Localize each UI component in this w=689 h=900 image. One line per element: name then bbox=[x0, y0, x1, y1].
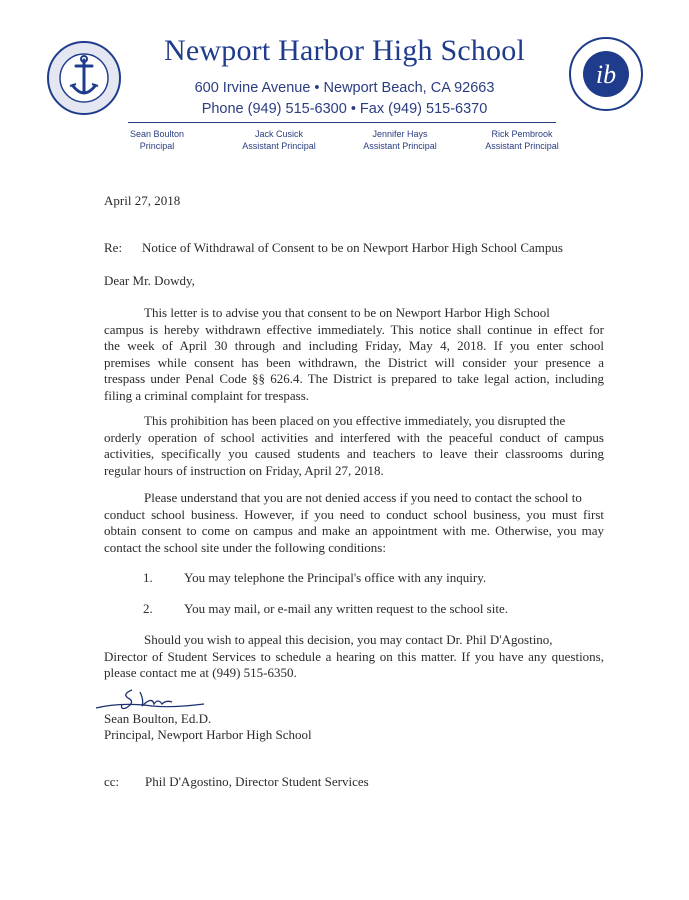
para-line: This prohibition has been placed on you effective immediately, you disrupted the bbox=[144, 413, 566, 428]
school-phone-fax: Phone (949) 515-6300 • Fax (949) 515-6370 bbox=[201, 101, 488, 117]
para-line: filing a criminal complaint for trespass. bbox=[104, 387, 310, 403]
para-line: the week of April 30 through and including Friday, May 4, 2018. If you enter school bbox=[104, 338, 604, 353]
cc-label: cc: bbox=[104, 774, 120, 789]
staff-title: Assistant Principal bbox=[485, 141, 559, 151]
list-number: 1. bbox=[143, 570, 153, 585]
para-line: This letter is to advise you that consent to be on Newport Harbor High School bbox=[144, 305, 550, 320]
cc-recipient: Phil D'Agostino, Director Student Services bbox=[145, 774, 369, 789]
re-label: Re: bbox=[104, 240, 123, 255]
para-line: orderly operation of school activities and interfered with the peaceful conduct of campus bbox=[104, 429, 604, 445]
paragraph-3 bbox=[104, 490, 604, 556]
paragraph-4 bbox=[104, 632, 604, 682]
para-line: conduct school business. However, if you need to conduct school business, you must first bbox=[104, 506, 604, 522]
para-line: please contact me at (949) 515-6350. bbox=[104, 665, 297, 680]
list-number: 2. bbox=[143, 601, 153, 616]
list-item-text: You may telephone the Principal's office with any inquiry. bbox=[184, 570, 487, 585]
staff-title: Principal bbox=[139, 141, 175, 151]
para-line: contact the school site under the following conditions: bbox=[104, 539, 386, 555]
para-line: premises while consent has been withdrawn, the District will consider your presence a bbox=[104, 354, 604, 370]
staff-entry bbox=[224, 128, 334, 152]
staff-entry bbox=[102, 128, 212, 152]
para-line: campus is hereby withdrawn effective immediately. This notice shall continue in effect for bbox=[104, 321, 604, 337]
letterhead-rule bbox=[128, 122, 556, 123]
svg-text:ib: ib bbox=[595, 60, 617, 89]
paragraph-2 bbox=[104, 413, 604, 479]
para-line: Please understand that you are not denied access if you need to contact the school to bbox=[144, 490, 582, 505]
staff-name: Rick Pembrook bbox=[491, 129, 553, 139]
para-line: regular hours of instruction on Friday, April 27, 2018. bbox=[104, 462, 384, 478]
school-address: 600 Irvine Avenue • Newport Beach, CA 92663 bbox=[194, 80, 495, 96]
staff-name: Jack Cusick bbox=[254, 129, 303, 139]
staff-title: Assistant Principal bbox=[363, 141, 437, 151]
para-line: obtain consent to come on campus and make an appointment with me. Otherwise, you may bbox=[104, 523, 604, 538]
signer-name: Sean Boulton, Ed.D. bbox=[104, 711, 212, 726]
staff-name: Sean Boulton bbox=[129, 129, 185, 139]
para-line: Should you wish to appeal this decision, you may contact Dr. Phil D'Agostino, bbox=[144, 632, 553, 647]
paragraph-1 bbox=[104, 305, 604, 404]
staff-entry bbox=[345, 128, 455, 152]
para-line: trespass under Penal Code §§ 626.4. The District is prepared to take legal action, including bbox=[104, 371, 604, 386]
para-line: activities, specifically you caused students and teachers to leave their classrooms during bbox=[104, 446, 604, 461]
staff-name: Jennifer Hays bbox=[372, 129, 428, 139]
list-item-text: You may mail, or e-mail any written request to the school site. bbox=[184, 601, 508, 616]
letter-date: April 27, 2018 bbox=[104, 193, 181, 208]
signer-title: Principal, Newport Harbor High School bbox=[104, 727, 312, 742]
para-line: Director of Student Services to schedule a hearing on this matter. If you have any questions, bbox=[104, 648, 604, 664]
school-name-heading: Newport Harbor High School bbox=[164, 34, 525, 67]
re-subject: Notice of Withdrawal of Consent to be on Newport Harbor High School Campus bbox=[142, 240, 563, 255]
staff-entry bbox=[467, 128, 577, 152]
staff-title: Assistant Principal bbox=[242, 141, 316, 151]
salutation: Dear Mr. Dowdy, bbox=[104, 273, 195, 288]
